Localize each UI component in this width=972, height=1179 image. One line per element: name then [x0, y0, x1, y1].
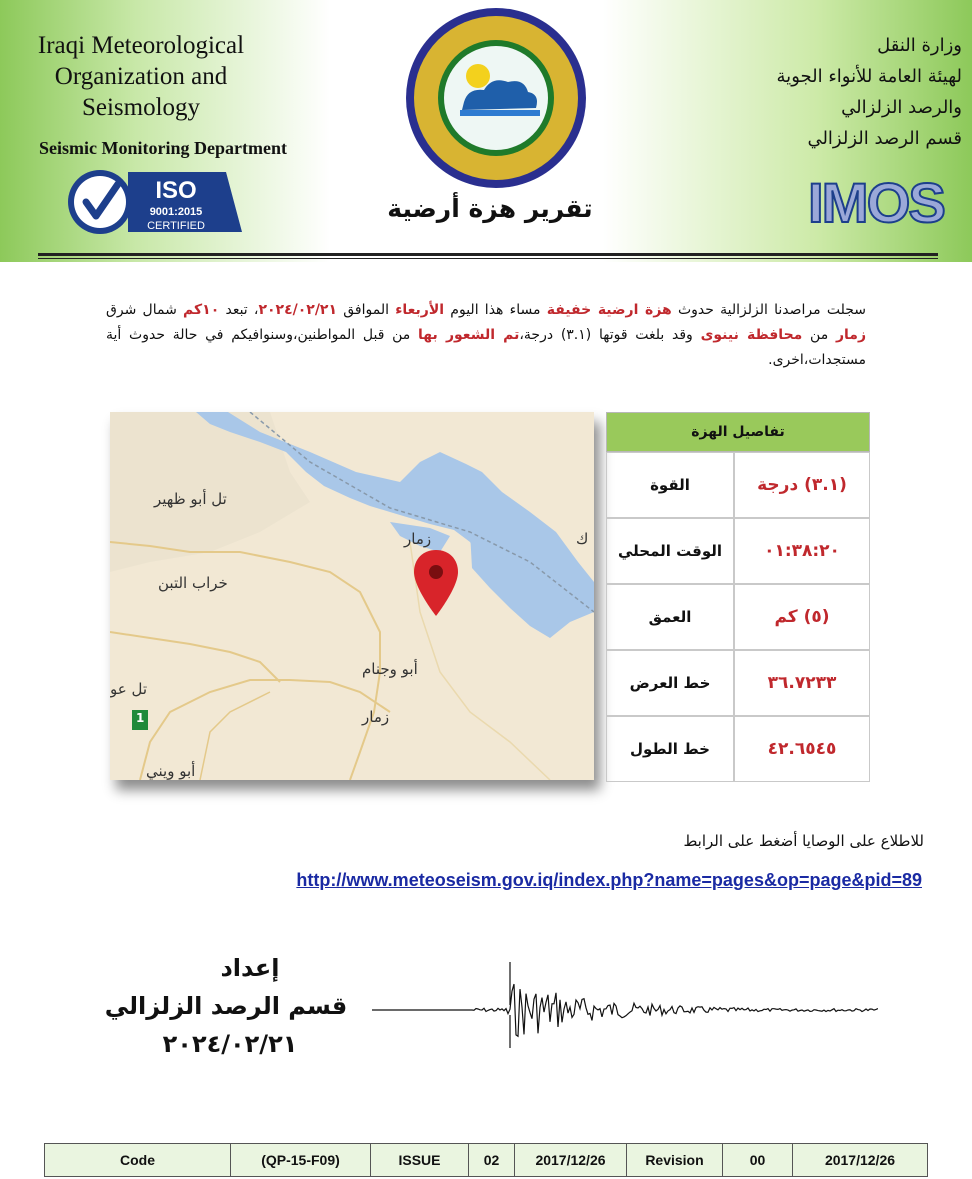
row-longitude-label-cell [606, 716, 734, 782]
map-label-abu-wayni: أبو ويني [146, 762, 196, 780]
row-longitude-label: خط الطول [630, 740, 710, 758]
row-magnitude-label-cell [606, 452, 734, 518]
header-divider [38, 253, 938, 256]
org-ar-line-4: قسم الرصد الزلزالي [807, 128, 962, 149]
org-ar-line-3: والرصد الزلزالي [841, 97, 962, 118]
para-text: من [802, 327, 836, 343]
org-name-arabic [700, 30, 962, 154]
footer-revision-date: 2017/12/26 [824, 1152, 896, 1168]
department-english: Seismic Monitoring Department [39, 138, 287, 158]
para-highlight: ٢٠٢٤/٠٢/٢١ [258, 302, 338, 318]
report-title: تقرير هزة أرضية [387, 194, 593, 223]
header-divider-thin [38, 258, 938, 259]
para-text: ، تبعد [219, 302, 259, 318]
footer-code-label: Code [45, 1144, 231, 1176]
footer-issue-label: ISSUE [371, 1144, 469, 1176]
org-en-line-3: Seismology [81, 94, 201, 121]
row-time-label: الوقت المحلي [617, 542, 723, 560]
map-label-zummar-north: زمار [404, 530, 432, 548]
imos-logo-text: IMOS [808, 171, 945, 234]
row-depth-value-cell [734, 584, 870, 650]
para-text: من قبل المواطنين،وسنوافيكم في حالة حدوث أية مستجدات،اخرى. [106, 327, 866, 368]
prepared-by-label: إعداد [220, 954, 280, 982]
row-latitude-value: ٣٦.٧٢٣٣ [767, 673, 837, 693]
row-magnitude-label: القوة [650, 476, 690, 494]
row-depth-label-cell [606, 584, 734, 650]
footer-revision-label: Revision [627, 1144, 723, 1176]
row-time-label-cell [606, 518, 734, 584]
document-control-footer [44, 1143, 928, 1177]
recommendations-link[interactable]: http://www.meteoseism.gov.iq/index.php?name=pages&op=page&pid=89 [296, 870, 922, 890]
map-label-east-k: ك [576, 530, 589, 548]
recommendations-note: للاطلاع على الوصايا أضغط على الرابط [683, 832, 924, 850]
map-canvas [110, 412, 594, 780]
para-text: مساء هذا اليوم [444, 302, 547, 318]
para-highlight: زمار [835, 327, 866, 343]
footer-issue-value: 02 [469, 1144, 515, 1176]
prepared-date: ٢٠٢٤/٠٢/٢١ [162, 1030, 298, 1058]
iso-certified-text: CERTIFIED [147, 220, 205, 232]
row-longitude-value: ٤٢.٦٥٤٥ [767, 739, 837, 759]
map-label-tal-ow: تل عو [110, 680, 148, 698]
report-paragraph [106, 298, 866, 373]
row-latitude-value-cell [734, 650, 870, 716]
para-highlight: ١٠كم [183, 302, 220, 318]
imos-logo [806, 166, 946, 236]
org-name-english [12, 30, 270, 123]
org-en-line-1: Iraqi Meteorological [37, 32, 245, 59]
para-text: سجلت مراصدنا الزلزالية حدوث [671, 302, 866, 318]
org-en-line-2: Organization and [54, 63, 228, 90]
row-magnitude-value-cell [734, 452, 870, 518]
footer-code-value: (QP-15-F09) [231, 1144, 371, 1176]
iso-standard: 9001:2015 [149, 206, 203, 218]
epicenter-map[interactable] [110, 412, 594, 780]
para-highlight: تم الشعور بها [418, 327, 520, 343]
para-text: الموافق [337, 302, 396, 318]
road-shield-number: 1 [136, 711, 145, 725]
iso-text: ISO [155, 177, 197, 204]
details-table-title: تفاصيل الهزة [606, 412, 870, 452]
row-depth-value: (٥) كم [774, 607, 830, 627]
para-highlight: هزة ارضية خفيفة [546, 302, 672, 318]
org-ar-line-1: وزارة النقل [877, 35, 962, 56]
row-latitude-label: خط العرض [629, 674, 711, 692]
row-magnitude-value: (٣.١) درجة [757, 475, 847, 495]
org-ar-line-2: لهيئة العامة للأنواء الجوية [776, 66, 962, 87]
row-longitude-value-cell [734, 716, 870, 782]
map-pin-icon[interactable] [412, 548, 460, 618]
para-text: وقد بلغت قوتها (٣.١) درجة، [519, 327, 701, 343]
map-label-abu-wajnam: أبو وجنام [362, 660, 418, 678]
map-label-khirab-altibn: خراب التبن [158, 574, 228, 592]
map-label-tal-abu-dhahir: تل أبو ظهير [154, 490, 227, 508]
para-highlight: الأربعاء [395, 302, 445, 318]
row-depth-label: العمق [648, 608, 692, 626]
para-highlight: محافظة نينوى [700, 327, 803, 343]
footer-revision-value: 00 [723, 1144, 793, 1176]
seismogram-illustration [372, 960, 878, 1050]
footer-issue-date: 2017/12/26 [515, 1144, 627, 1176]
map-label-zummar: زمار [362, 708, 390, 726]
organization-seal-logo [404, 6, 588, 190]
row-time-value-cell [734, 518, 870, 584]
para-text: شمال شرق [106, 302, 184, 318]
row-time-value: ٠١:٣٨:٢٠ [764, 541, 840, 561]
row-latitude-label-cell [606, 650, 734, 716]
iso-certified-badge [66, 166, 242, 238]
prepared-by-department: قسم الرصد الزلزالي [104, 992, 348, 1020]
